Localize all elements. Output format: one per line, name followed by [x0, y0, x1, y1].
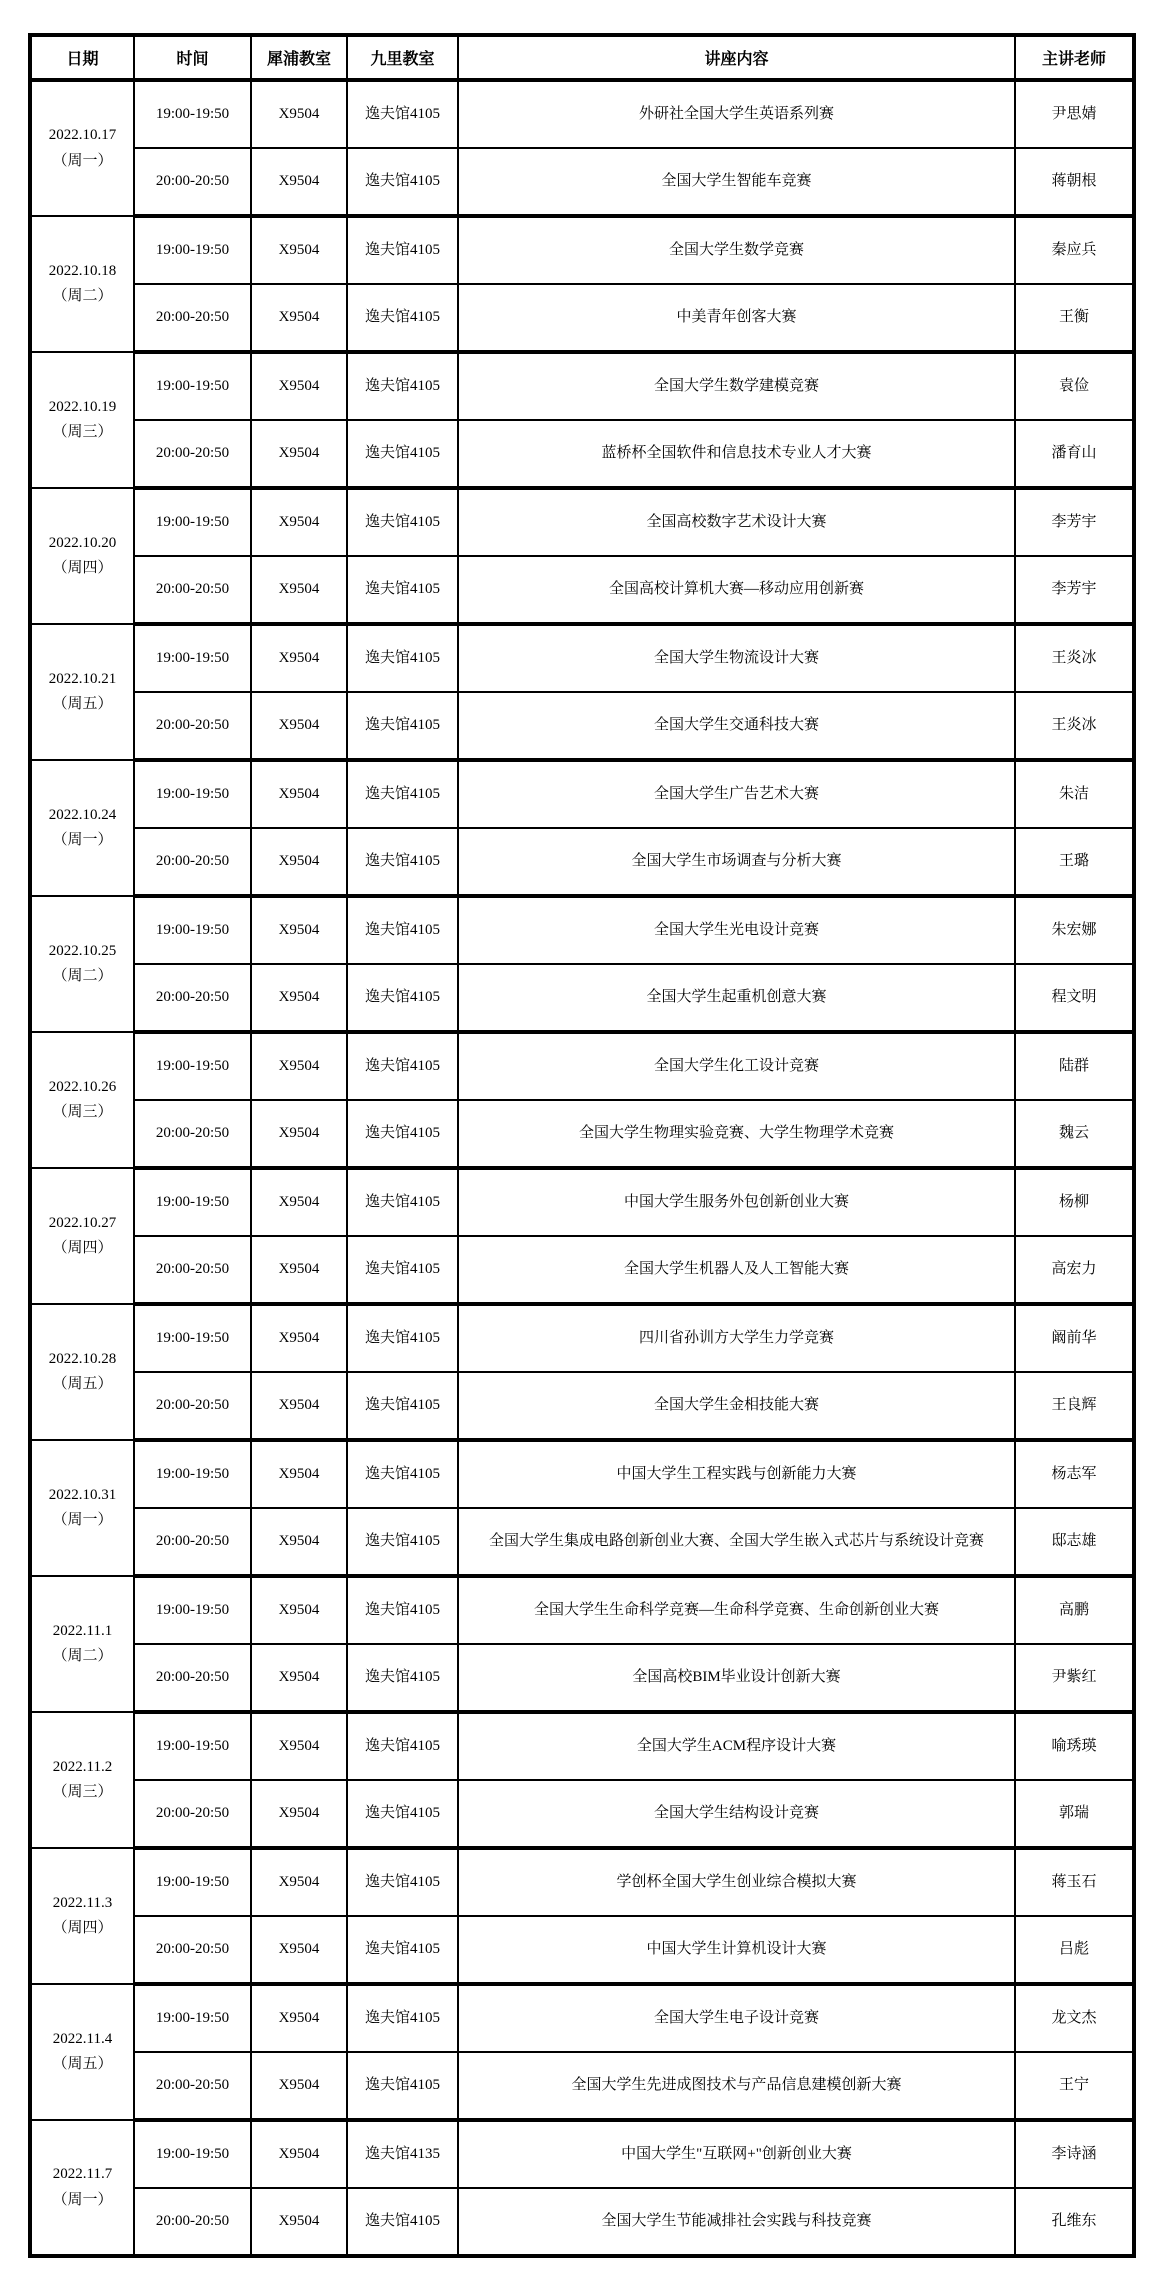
teacher-cell: 喻琇瑛	[1015, 1712, 1134, 1780]
date-cell	[30, 1168, 134, 1304]
topic-cell: 全国大学生数学竞赛	[458, 216, 1015, 284]
topic-cell: 全国大学生智能车竞赛	[458, 148, 1015, 216]
schedule-row	[30, 80, 1134, 148]
date-text: 2022.11.3	[52, 1894, 113, 1911]
topic-cell: 全国大学生结构设计竞赛	[458, 1780, 1015, 1848]
jiuli-room-cell: 逸夫馆4105	[347, 1984, 458, 2052]
teacher-cell: 阚前华	[1015, 1304, 1134, 1372]
date-text: 2022.11.2	[52, 1758, 113, 1775]
xipu-room-cell: X9504	[251, 2120, 347, 2188]
time-cell: 19:00-19:50	[134, 1576, 251, 1644]
time-cell: 20:00-20:50	[134, 1780, 251, 1848]
xipu-room-cell: X9504	[251, 488, 347, 556]
topic-cell: 全国大学生交通科技大赛	[458, 692, 1015, 760]
schedule-row	[30, 420, 1134, 488]
time-cell: 20:00-20:50	[134, 964, 251, 1032]
topic-cell: 全国大学生节能减排社会实践与科技竞赛	[458, 2188, 1015, 2256]
time-cell: 19:00-19:50	[134, 760, 251, 828]
xipu-room-cell: X9504	[251, 556, 347, 624]
topic-cell: 中国大学生工程实践与创新能力大赛	[458, 1440, 1015, 1508]
jiuli-room-cell: 逸夫馆4105	[347, 488, 458, 556]
date-cell	[30, 1984, 134, 2120]
xipu-room-cell: X9504	[251, 1644, 347, 1712]
teacher-cell: 杨志军	[1015, 1440, 1134, 1508]
time-cell: 19:00-19:50	[134, 1304, 251, 1372]
schedule-row	[30, 1440, 1134, 1508]
topic-cell: 全国大学生机器人及人工智能大赛	[458, 1236, 1015, 1304]
teacher-cell: 潘育山	[1015, 420, 1134, 488]
teacher-cell: 王衡	[1015, 284, 1134, 352]
topic-cell: 四川省孙训方大学生力学竞赛	[458, 1304, 1015, 1372]
schedule-row	[30, 216, 1134, 284]
teacher-cell: 郭瑞	[1015, 1780, 1134, 1848]
jiuli-room-cell: 逸夫馆4105	[347, 80, 458, 148]
schedule-row	[30, 1168, 1134, 1236]
teacher-cell: 王炎冰	[1015, 692, 1134, 760]
xipu-room-cell: X9504	[251, 1984, 347, 2052]
weekday-text: （周五）	[52, 696, 113, 712]
weekday-text: （周三）	[52, 1104, 113, 1120]
teacher-cell: 高宏力	[1015, 1236, 1134, 1304]
teacher-cell: 李诗涵	[1015, 2120, 1134, 2188]
xipu-room-cell: X9504	[251, 148, 347, 216]
time-cell: 20:00-20:50	[134, 2052, 251, 2120]
jiuli-room-cell: 逸夫馆4105	[347, 1916, 458, 1984]
topic-cell: 全国大学生生命科学竞赛—生命科学竞赛、生命创新创业大赛	[458, 1576, 1015, 1644]
schedule-row	[30, 1644, 1134, 1712]
jiuli-room-cell: 逸夫馆4105	[347, 148, 458, 216]
time-cell: 20:00-20:50	[134, 1372, 251, 1440]
schedule-row	[30, 284, 1134, 352]
date-cell	[30, 488, 134, 624]
column-header-teacher: 主讲老师	[1015, 35, 1134, 80]
xipu-room-cell: X9504	[251, 1712, 347, 1780]
schedule-row	[30, 964, 1134, 1032]
topic-cell: 外研社全国大学生英语系列赛	[458, 80, 1015, 148]
date-cell	[30, 624, 134, 760]
jiuli-room-cell: 逸夫馆4105	[347, 692, 458, 760]
schedule-row	[30, 1916, 1134, 1984]
xipu-room-cell: X9504	[251, 1168, 347, 1236]
topic-cell: 全国大学生光电设计竞赛	[458, 896, 1015, 964]
xipu-room-cell: X9504	[251, 1032, 347, 1100]
schedule-row	[30, 1236, 1134, 1304]
teacher-cell: 邸志雄	[1015, 1508, 1134, 1576]
schedule-row	[30, 896, 1134, 964]
teacher-cell: 朱宏娜	[1015, 896, 1134, 964]
time-cell: 20:00-20:50	[134, 420, 251, 488]
xipu-room-cell: X9504	[251, 1304, 347, 1372]
weekday-text: （周二）	[52, 288, 113, 304]
teacher-cell: 高鹏	[1015, 1576, 1134, 1644]
xipu-room-cell: X9504	[251, 1100, 347, 1168]
schedule-row	[30, 488, 1134, 556]
jiuli-room-cell: 逸夫馆4105	[347, 1372, 458, 1440]
date-cell	[30, 896, 134, 1032]
jiuli-room-cell: 逸夫馆4105	[347, 1848, 458, 1916]
teacher-cell: 王炎冰	[1015, 624, 1134, 692]
time-cell: 20:00-20:50	[134, 1644, 251, 1712]
time-cell: 20:00-20:50	[134, 148, 251, 216]
date-text: 2022.10.18	[48, 262, 117, 279]
teacher-cell: 王宁	[1015, 2052, 1134, 2120]
weekday-text: （周五）	[52, 1376, 113, 1392]
schedule-row	[30, 1032, 1134, 1100]
topic-cell: 蓝桥杯全国软件和信息技术专业人才大赛	[458, 420, 1015, 488]
jiuli-room-cell: 逸夫馆4105	[347, 964, 458, 1032]
time-cell: 19:00-19:50	[134, 1440, 251, 1508]
xipu-room-cell: X9504	[251, 964, 347, 1032]
date-text: 2022.10.27	[48, 1214, 117, 1231]
jiuli-room-cell: 逸夫馆4105	[347, 1236, 458, 1304]
time-cell: 19:00-19:50	[134, 216, 251, 284]
teacher-cell: 魏云	[1015, 1100, 1134, 1168]
teacher-cell: 朱洁	[1015, 760, 1134, 828]
schedule-row	[30, 1100, 1134, 1168]
schedule-row	[30, 1304, 1134, 1372]
date-cell	[30, 760, 134, 896]
xipu-room-cell: X9504	[251, 1372, 347, 1440]
time-cell: 20:00-20:50	[134, 1916, 251, 1984]
time-cell: 20:00-20:50	[134, 692, 251, 760]
xipu-room-cell: X9504	[251, 1576, 347, 1644]
time-cell: 19:00-19:50	[134, 352, 251, 420]
time-cell: 19:00-19:50	[134, 488, 251, 556]
jiuli-room-cell: 逸夫馆4105	[347, 216, 458, 284]
topic-cell: 全国大学生物理实验竞赛、大学生物理学术竞赛	[458, 1100, 1015, 1168]
time-cell: 19:00-19:50	[134, 1712, 251, 1780]
xipu-room-cell: X9504	[251, 1848, 347, 1916]
date-text: 2022.10.17	[48, 127, 117, 143]
jiuli-room-cell: 逸夫馆4105	[347, 2188, 458, 2256]
date-text: 2022.10.20	[48, 534, 117, 551]
header-row	[30, 35, 1134, 80]
topic-cell: 中国大学生服务外包创新创业大赛	[458, 1168, 1015, 1236]
xipu-room-cell: X9504	[251, 760, 347, 828]
schedule-row	[30, 1372, 1134, 1440]
xipu-room-cell: X9504	[251, 828, 347, 896]
weekday-text: （周一）	[52, 832, 113, 848]
schedule-row	[30, 556, 1134, 624]
teacher-cell: 吕彪	[1015, 1916, 1134, 1984]
schedule-row	[30, 828, 1134, 896]
topic-cell: 全国高校计算机大赛—移动应用创新赛	[458, 556, 1015, 624]
xipu-room-cell: X9504	[251, 420, 347, 488]
jiuli-room-cell: 逸夫馆4105	[347, 2052, 458, 2120]
schedule-row	[30, 2052, 1134, 2120]
time-cell: 19:00-19:50	[134, 2120, 251, 2188]
jiuli-room-cell: 逸夫馆4105	[347, 1168, 458, 1236]
topic-cell: 全国高校BIM毕业设计创新大赛	[458, 1644, 1015, 1712]
teacher-cell: 程文明	[1015, 964, 1134, 1032]
weekday-text: （周四）	[52, 560, 113, 576]
weekday-text: （周三）	[52, 1784, 113, 1800]
topic-cell: 全国大学生金相技能大赛	[458, 1372, 1015, 1440]
table-header	[30, 35, 1134, 80]
teacher-cell: 王良辉	[1015, 1372, 1134, 1440]
date-cell	[30, 216, 134, 352]
date-text: 2022.10.25	[48, 942, 117, 959]
time-cell: 19:00-19:50	[134, 80, 251, 148]
time-cell: 20:00-20:50	[134, 1236, 251, 1304]
topic-cell: 全国大学生市场调查与分析大赛	[458, 828, 1015, 896]
topic-cell: 中美青年创客大赛	[458, 284, 1015, 352]
date-cell	[30, 352, 134, 488]
time-cell: 20:00-20:50	[134, 1508, 251, 1576]
schedule-row	[30, 2188, 1134, 2256]
teacher-cell: 李芳宇	[1015, 488, 1134, 556]
topic-cell: 全国大学生先进成图技术与产品信息建模创新大赛	[458, 2052, 1015, 2120]
column-header-date: 日期	[30, 35, 134, 80]
date-text: 2022.10.26	[48, 1078, 117, 1095]
teacher-cell: 孔维东	[1015, 2188, 1134, 2256]
time-cell: 20:00-20:50	[134, 556, 251, 624]
schedule-row	[30, 1712, 1134, 1780]
weekday-text: （周一）	[52, 2191, 113, 2208]
teacher-cell: 尹紫红	[1015, 1644, 1134, 1712]
jiuli-room-cell: 逸夫馆4105	[347, 1032, 458, 1100]
jiuli-room-cell: 逸夫馆4105	[347, 1440, 458, 1508]
table-body	[30, 80, 1134, 2256]
lecture-schedule-table	[28, 33, 1136, 2258]
weekday-text: （周二）	[52, 968, 113, 984]
column-header-topic: 讲座内容	[458, 35, 1015, 80]
xipu-room-cell: X9504	[251, 624, 347, 692]
xipu-room-cell: X9504	[251, 896, 347, 964]
schedule-row	[30, 1508, 1134, 1576]
date-text: 2022.10.21	[48, 670, 117, 687]
teacher-cell: 蒋朝根	[1015, 148, 1134, 216]
topic-cell: 全国大学生起重机创意大赛	[458, 964, 1015, 1032]
jiuli-room-cell: 逸夫馆4105	[347, 1100, 458, 1168]
teacher-cell: 杨柳	[1015, 1168, 1134, 1236]
topic-cell: 全国大学生广告艺术大赛	[458, 760, 1015, 828]
teacher-cell: 龙文杰	[1015, 1984, 1134, 2052]
weekday-text: （周五）	[52, 2056, 113, 2072]
date-text: 2022.11.1	[52, 1622, 113, 1639]
xipu-room-cell: X9504	[251, 1780, 347, 1848]
date-text: 2022.10.28	[48, 1350, 117, 1367]
teacher-cell: 秦应兵	[1015, 216, 1134, 284]
jiuli-room-cell: 逸夫馆4105	[347, 1508, 458, 1576]
xipu-room-cell: X9504	[251, 1916, 347, 1984]
xipu-room-cell: X9504	[251, 692, 347, 760]
topic-cell: 全国大学生电子设计竞赛	[458, 1984, 1015, 2052]
schedule-row	[30, 1848, 1134, 1916]
weekday-text: （周一）	[52, 152, 113, 169]
date-cell	[30, 1440, 134, 1576]
xipu-room-cell: X9504	[251, 2188, 347, 2256]
xipu-room-cell: X9504	[251, 284, 347, 352]
date-cell	[30, 1304, 134, 1440]
schedule-row	[30, 1780, 1134, 1848]
teacher-cell: 李芳宇	[1015, 556, 1134, 624]
topic-cell: 全国大学生集成电路创新创业大赛、全国大学生嵌入式芯片与系统设计竞赛	[458, 1508, 1015, 1576]
date-cell	[30, 1712, 134, 1848]
topic-cell: 全国大学生化工设计竞赛	[458, 1032, 1015, 1100]
topic-cell: 学创杯全国大学生创业综合模拟大赛	[458, 1848, 1015, 1916]
date-cell	[30, 1576, 134, 1712]
teacher-cell: 王璐	[1015, 828, 1134, 896]
date-cell	[30, 2120, 134, 2256]
time-cell: 20:00-20:50	[134, 1100, 251, 1168]
jiuli-room-cell: 逸夫馆4105	[347, 760, 458, 828]
column-header-time: 时间	[134, 35, 251, 80]
schedule-row	[30, 692, 1134, 760]
schedule-row	[30, 1576, 1134, 1644]
xipu-room-cell: X9504	[251, 1440, 347, 1508]
jiuli-room-cell: 逸夫馆4105	[347, 896, 458, 964]
date-text: 2022.11.4	[52, 2030, 113, 2047]
date-text: 2022.11.7	[52, 2166, 113, 2182]
date-text: 2022.10.24	[48, 806, 117, 823]
date-cell	[30, 80, 134, 216]
time-cell: 19:00-19:50	[134, 1848, 251, 1916]
jiuli-room-cell: 逸夫馆4105	[347, 624, 458, 692]
teacher-cell: 蒋玉石	[1015, 1848, 1134, 1916]
xipu-room-cell: X9504	[251, 216, 347, 284]
schedule-row	[30, 1984, 1134, 2052]
weekday-text: （周四）	[52, 1920, 113, 1936]
schedule-row	[30, 352, 1134, 420]
time-cell: 20:00-20:50	[134, 828, 251, 896]
xipu-room-cell: X9504	[251, 1236, 347, 1304]
jiuli-room-cell: 逸夫馆4105	[347, 556, 458, 624]
column-header-xipu-room: 犀浦教室	[251, 35, 347, 80]
time-cell: 19:00-19:50	[134, 1168, 251, 1236]
topic-cell: 全国大学生数学建模竞赛	[458, 352, 1015, 420]
topic-cell: 中国大学生"互联网+"创新创业大赛	[458, 2120, 1015, 2188]
time-cell: 19:00-19:50	[134, 1984, 251, 2052]
jiuli-room-cell: 逸夫馆4105	[347, 352, 458, 420]
topic-cell: 全国大学生物流设计大赛	[458, 624, 1015, 692]
topic-cell: 全国高校数字艺术设计大赛	[458, 488, 1015, 556]
schedule-row	[30, 148, 1134, 216]
time-cell: 19:00-19:50	[134, 624, 251, 692]
time-cell: 20:00-20:50	[134, 284, 251, 352]
xipu-room-cell: X9504	[251, 1508, 347, 1576]
jiuli-room-cell: 逸夫馆4105	[347, 1644, 458, 1712]
jiuli-room-cell: 逸夫馆4105	[347, 420, 458, 488]
time-cell: 19:00-19:50	[134, 896, 251, 964]
xipu-room-cell: X9504	[251, 2052, 347, 2120]
date-cell	[30, 1848, 134, 1984]
jiuli-room-cell: 逸夫馆4105	[347, 1780, 458, 1848]
weekday-text: （周四）	[52, 1240, 113, 1256]
time-cell: 19:00-19:50	[134, 1032, 251, 1100]
topic-cell: 中国大学生计算机设计大赛	[458, 1916, 1015, 1984]
jiuli-room-cell: 逸夫馆4105	[347, 1576, 458, 1644]
weekday-text: （周一）	[52, 1512, 113, 1528]
topic-cell: 全国大学生ACM程序设计大赛	[458, 1712, 1015, 1780]
jiuli-room-cell: 逸夫馆4105	[347, 828, 458, 896]
schedule-row	[30, 624, 1134, 692]
weekday-text: （周三）	[52, 424, 113, 440]
schedule-row	[30, 760, 1134, 828]
teacher-cell: 尹思婧	[1015, 80, 1134, 148]
date-cell	[30, 1032, 134, 1168]
xipu-room-cell: X9504	[251, 80, 347, 148]
date-text: 2022.10.31	[48, 1486, 117, 1503]
jiuli-room-cell: 逸夫馆4105	[347, 1304, 458, 1372]
xipu-room-cell: X9504	[251, 352, 347, 420]
column-header-jiuli-room: 九里教室	[347, 35, 458, 80]
weekday-text: （周二）	[52, 1648, 113, 1664]
time-cell: 20:00-20:50	[134, 2188, 251, 2256]
jiuli-room-cell: 逸夫馆4105	[347, 284, 458, 352]
date-text: 2022.10.19	[48, 398, 117, 415]
teacher-cell: 袁俭	[1015, 352, 1134, 420]
jiuli-room-cell: 逸夫馆4135	[347, 2120, 458, 2188]
teacher-cell: 陆群	[1015, 1032, 1134, 1100]
schedule-row	[30, 2120, 1134, 2188]
jiuli-room-cell: 逸夫馆4105	[347, 1712, 458, 1780]
